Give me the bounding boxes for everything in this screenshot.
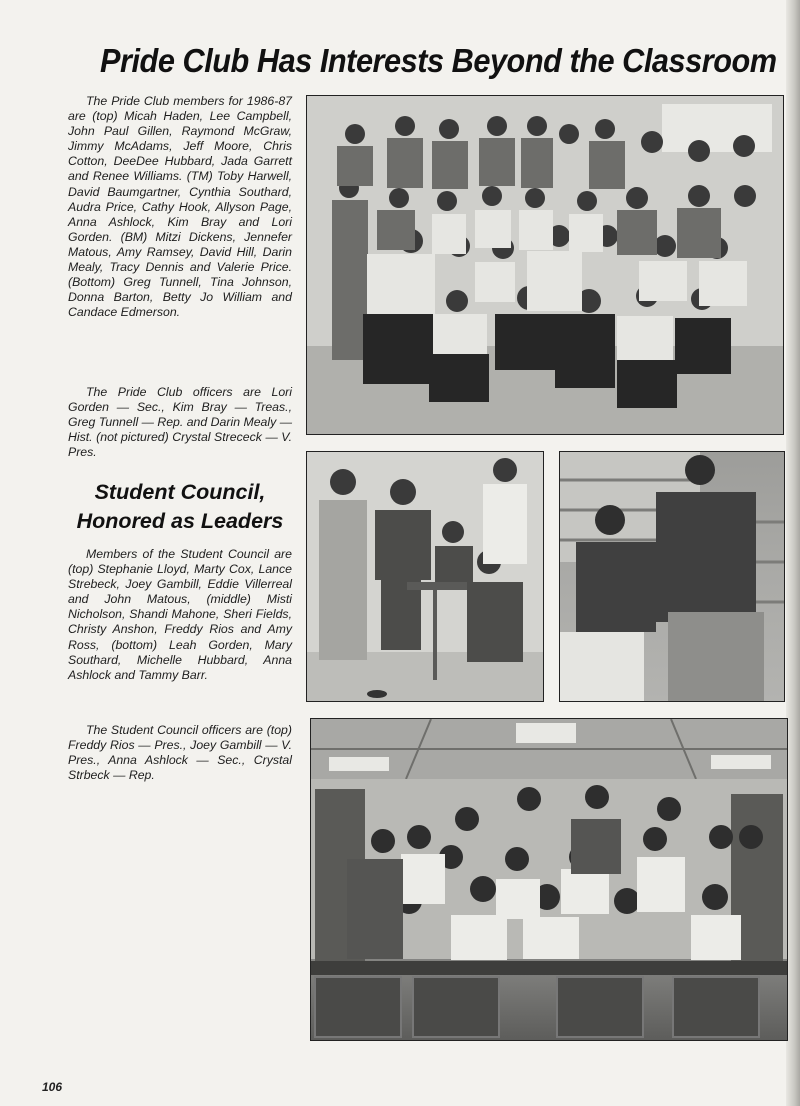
- student-council-officers-photo: [306, 451, 544, 702]
- page-edge: [786, 0, 800, 1106]
- student-council-group-photo: [310, 718, 788, 1041]
- council-officers-photo-illustration: [307, 452, 543, 701]
- pride-club-group-photo: [306, 95, 784, 435]
- page-headline: Pride Club Has Interests Beyond the Classroom: [100, 42, 777, 79]
- page-number: 106: [42, 1080, 63, 1094]
- subhead-line-2: Honored as Leaders: [76, 509, 284, 533]
- student-council-members-caption: Members of the Student Council are (top) Stephanie Lloyd, Marty Cox, Lance Strebeck, Joey Gambill, Eddie Villerreal and John Matous, (middle) Misti Nicholson, Shandi Mahone, Sheri Fields, Christy Anshon, Freddy Rios and Amy Ross, (bottom) Leah Gorden, Mary Southard, Michelle Hubbard, Anna Ashlock and Tammy Barr.: [68, 547, 292, 682]
- student-council-officers-photo-2: [559, 451, 785, 702]
- council-officers-photo-2-illustration: [560, 452, 784, 701]
- student-council-officers-caption: The Student Council officers are (top) Freddy Rios — Pres., Joey Gambill — V. Pres., Anna Ashlock — Sec., Crystal Strbeck — Rep.: [68, 723, 292, 783]
- pride-club-photo-illustration: [307, 96, 783, 434]
- council-group-photo-illustration: [311, 719, 787, 1040]
- student-council-subhead: [68, 478, 292, 536]
- pride-club-members-caption: The Pride Club members for 1986-87 are (top) Micah Haden, Lee Campbell, John Paul Gillen, Raymond McGraw, Jimmy McAdams, Jeff Moore, Chris Cotton, DeeDee Hubbard, Jada Garrett and Renee Williams. (TM) Toby Harwell, David Baumgartner, Cynthia Southard, Audra Price, Cathy Hook, Allyson Page, Anna Ashlock, Kim Bray and Lori Gorden. (BM) Mitzi Dickens, Jennefer Matous, Amy Ramsey, David Hill, Darin Mealy, Tracy Dennis and Valerie Price. (Bottom) Greg Tunnell, Tina Johnson, Donna Barton, Betty Jo William and Candace Edmerson.: [68, 94, 292, 320]
- pride-club-officers-caption: The Pride Club officers are Lori Gorden — Sec., Kim Bray — Treas., Greg Tunnell — Rep. and Darin Mealy — Hist. (not pictured) Crystal Strececk — V. Pres.: [68, 385, 292, 460]
- subhead-line-1: Student Council,: [94, 480, 266, 504]
